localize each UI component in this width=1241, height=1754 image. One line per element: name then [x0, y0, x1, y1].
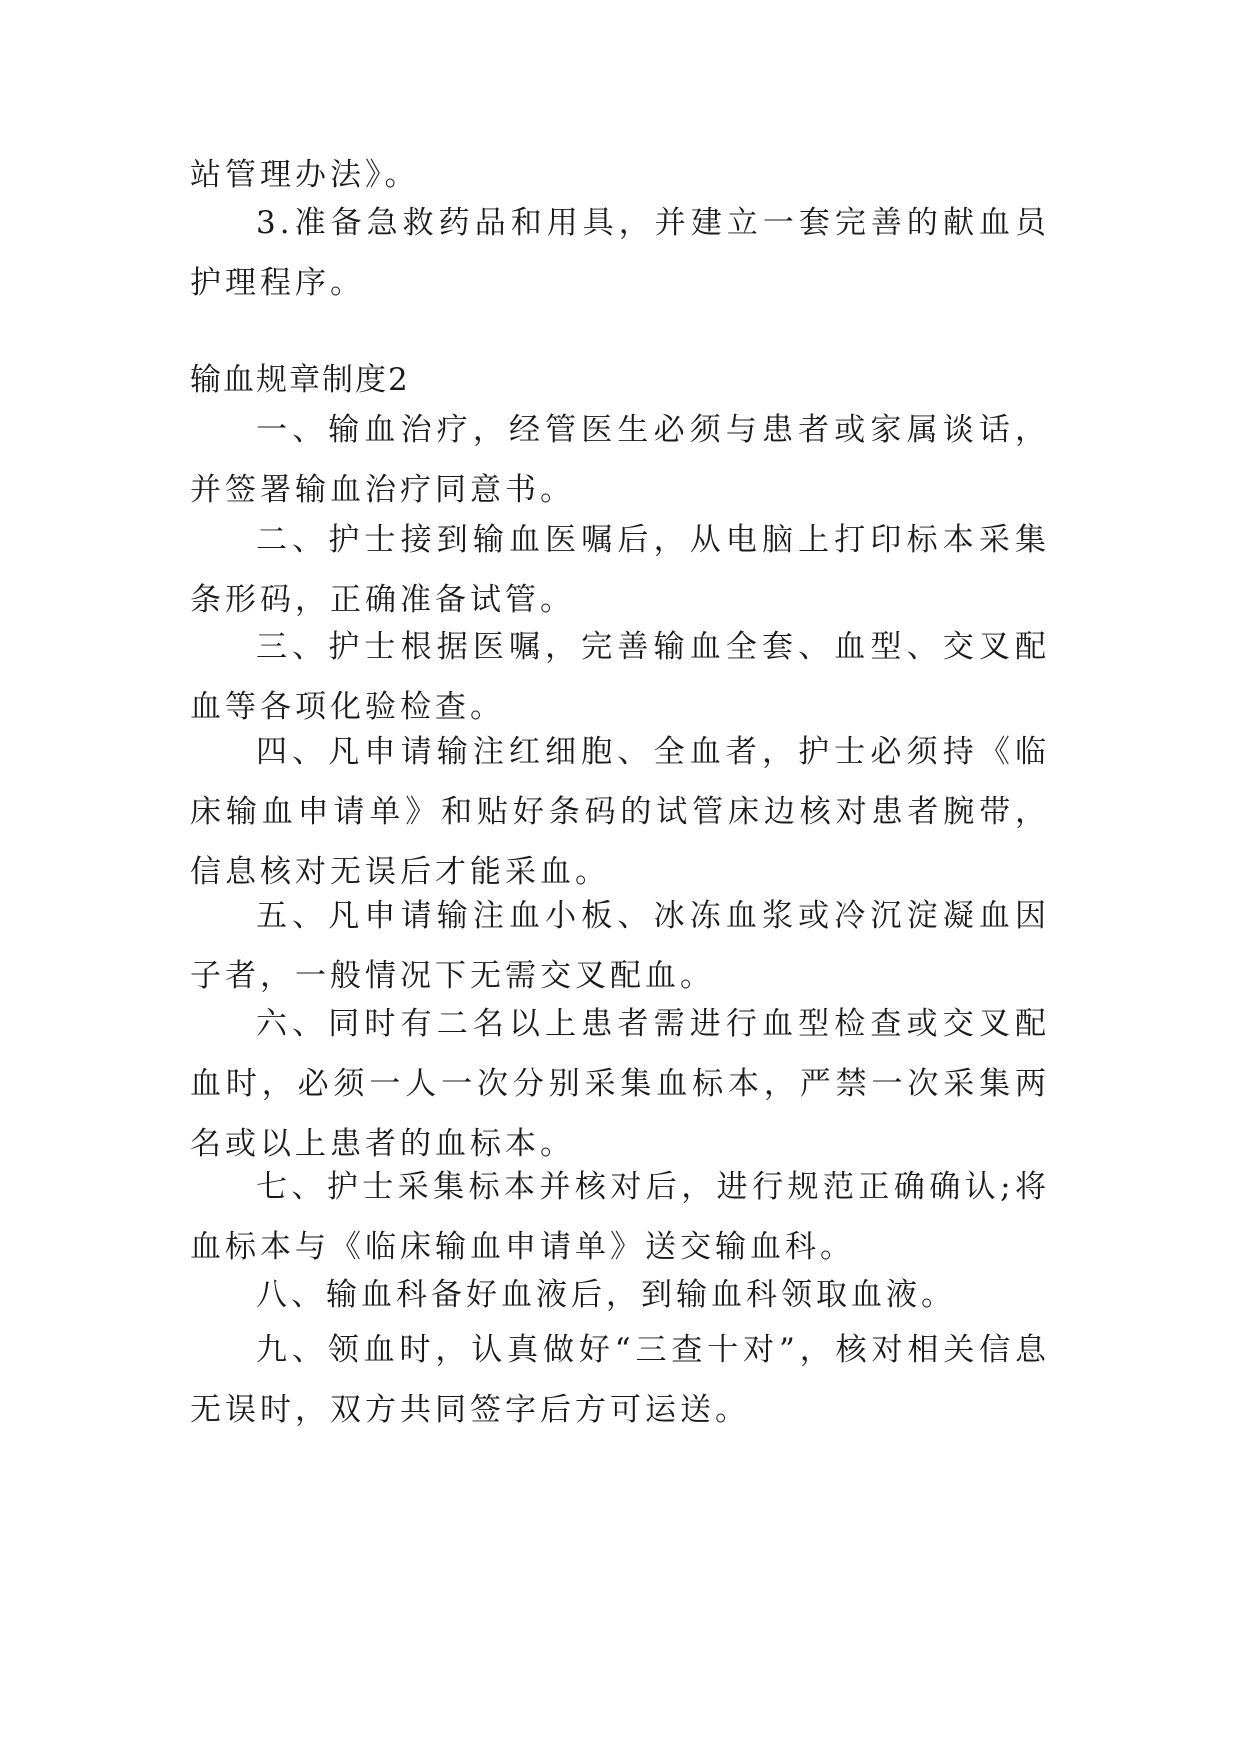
rule-item-6: 六、同时有二名以上患者需进行血型检查或交叉配血时，必须一人一次分别采集血标本，严禁一次采集两名或以上患者的血标本。	[190, 1006, 1050, 1162]
rule-item-4: 四、凡申请输注红细胞、全血者，护士必须持《临床输血申请单》和贴好条码的试管床边核对患者腕带，信息核对无误后才能采血。	[190, 734, 1050, 890]
rule-item-8: 八、输血科备好血液后，到输血科领取血液。	[256, 1277, 956, 1313]
rule-item-7: 七、护士采集标本并核对后，进行规范正确确认;将血标本与《临床输血申请单》送交输血科。	[190, 1169, 1050, 1265]
section-heading: 输血规章制度2	[190, 362, 410, 398]
rule-item-2: 二、护士接到输血医嘱后，从电脑上打印标本采集条形码，正确准备试管。	[190, 522, 1050, 618]
continuation-text: 站管理办法》。	[190, 157, 420, 193]
rule-item-9: 九、领血时，认真做好“三查十对”，核对相关信息无误时，双方共同签字后方可运送。	[190, 1332, 1050, 1428]
rule-item-5: 五、凡申请输注血小板、冰冻血浆或冷沉淀凝血因子者，一般情况下无需交叉配血。	[190, 898, 1050, 994]
rule-item-3: 三、护士根据医嘱，完善输血全套、血型、交叉配血等各项化验检查。	[190, 629, 1050, 725]
paragraph-item-3: 3.准备急救药品和用具，并建立一套完善的献血员护理程序。	[190, 205, 1050, 301]
rule-item-1: 一、输血治疗，经管医生必须与患者或家属谈话，并签署输血治疗同意书。	[190, 412, 1050, 508]
